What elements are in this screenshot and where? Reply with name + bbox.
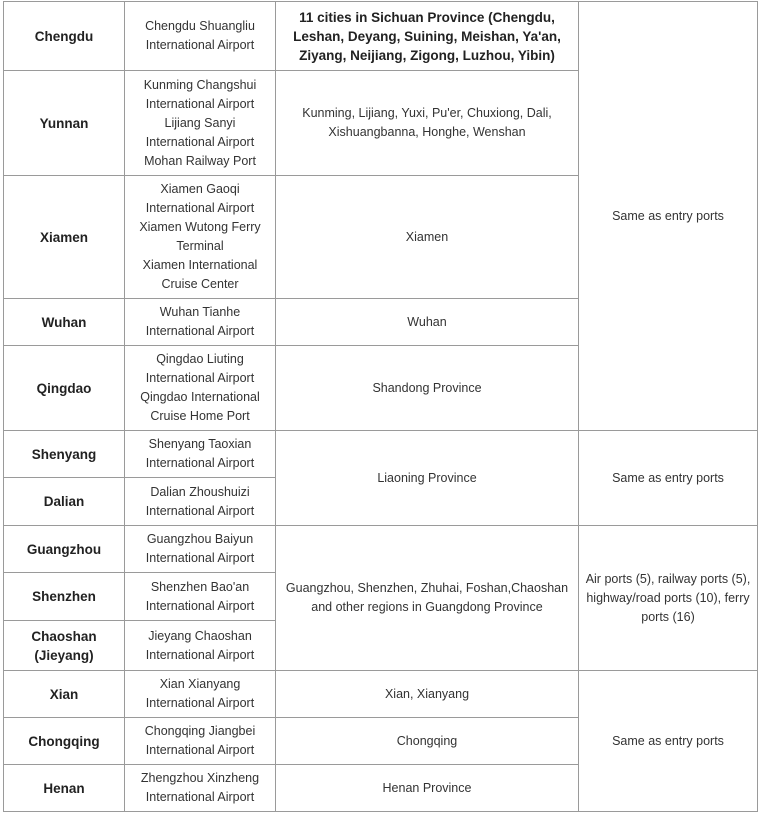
exit-port-cell: Air ports (5), railway ports (5), highway/road ports (10), ferry ports (16) (579, 526, 758, 671)
city-cell: Dalian (4, 478, 125, 526)
port-name: Dalian Zhoushuizi International Airport (145, 484, 255, 518)
port-name: Xiamen International Cruise Center (142, 258, 258, 291)
port-cell (125, 299, 276, 346)
port-name: Guangzhou Baiyun International Airport (145, 532, 255, 565)
port-cell (125, 71, 276, 176)
city-cell: Shenzhen (4, 573, 125, 621)
city-cell: Chaoshan (Jieyang) (4, 621, 125, 671)
port-name: Qingdao Liuting International Airport (145, 352, 255, 385)
port-cell (125, 718, 276, 765)
region-cell: Liaoning Province (276, 431, 579, 526)
port-cell (125, 176, 276, 299)
visa-free-transit-table (3, 1, 758, 812)
exit-port-cell: Same as entry ports (579, 2, 758, 431)
port-name: Kunming Changshui International Airport (143, 77, 257, 111)
region-cell: 11 cities in Sichuan Province (Chengdu, Leshan, Deyang, Suining, Meishan, Ya'an, Ziyang, Neijiang, Zigong, Luzhou, Yibin) (276, 2, 579, 71)
city-cell: Henan (4, 765, 125, 812)
city-cell: Guangzhou (4, 526, 125, 573)
port-name: Zhengzhou Xinzheng International Airport (140, 771, 260, 804)
region-cell: Xian, Xianyang (276, 671, 579, 718)
port-name: Wuhan Tianhe International Airport (145, 305, 255, 338)
city-cell: Shenyang (4, 431, 125, 478)
region-cell: Shandong Province (276, 346, 579, 431)
table-row (4, 2, 758, 71)
table-row (4, 671, 758, 718)
port-name: Shenyang Taoxian International Airport (145, 437, 255, 470)
exit-port-cell: Same as entry ports (579, 671, 758, 812)
city-cell: Qingdao (4, 346, 125, 431)
port-name: Xiamen Gaoqi International Airport (145, 182, 255, 215)
city-cell: Chengdu (4, 2, 125, 71)
table-row (4, 431, 758, 478)
city-cell: Wuhan (4, 299, 125, 346)
region-cell: Xiamen (276, 176, 579, 299)
city-cell: Yunnan (4, 71, 125, 176)
port-name: Qingdao International Cruise Home Port (140, 390, 260, 423)
exit-port-cell: Same as entry ports (579, 431, 758, 526)
port-name: Xiamen Wutong Ferry Terminal (139, 220, 261, 253)
port-name: Xian Xianyang International Airport (145, 677, 255, 710)
port-cell (125, 478, 276, 526)
port-cell (125, 621, 276, 671)
port-name: Lijiang Sanyi International Airport (145, 115, 255, 149)
table-row (4, 526, 758, 573)
region-cell: Chongqing (276, 718, 579, 765)
port-cell (125, 671, 276, 718)
region-cell: Henan Province (276, 765, 579, 812)
city-cell: Chongqing (4, 718, 125, 765)
region-cell: Guangzhou, Shenzhen, Zhuhai, Foshan,Chaoshan and other regions in Guangdong Province (276, 526, 579, 671)
region-cell: Kunming, Lijiang, Yuxi, Pu'er, Chuxiong, Dali, Xishuangbanna, Honghe, Wenshan (276, 71, 579, 176)
port-cell (125, 431, 276, 478)
port-cell (125, 526, 276, 573)
region-cell: Wuhan (276, 299, 579, 346)
city-cell: Xian (4, 671, 125, 718)
port-name: Mohan Railway Port (144, 153, 256, 168)
port-cell (125, 765, 276, 812)
port-cell (125, 346, 276, 431)
port-cell (125, 2, 276, 71)
port-name: Chengdu Shuangliu International Airport (145, 19, 255, 52)
city-cell: Xiamen (4, 176, 125, 299)
port-name: Chongqing Jiangbei International Airport (144, 724, 256, 757)
port-cell (125, 573, 276, 621)
port-name: Jieyang Chaoshan International Airport (145, 628, 255, 662)
port-name: Shenzhen Bao'an International Airport (145, 579, 255, 613)
